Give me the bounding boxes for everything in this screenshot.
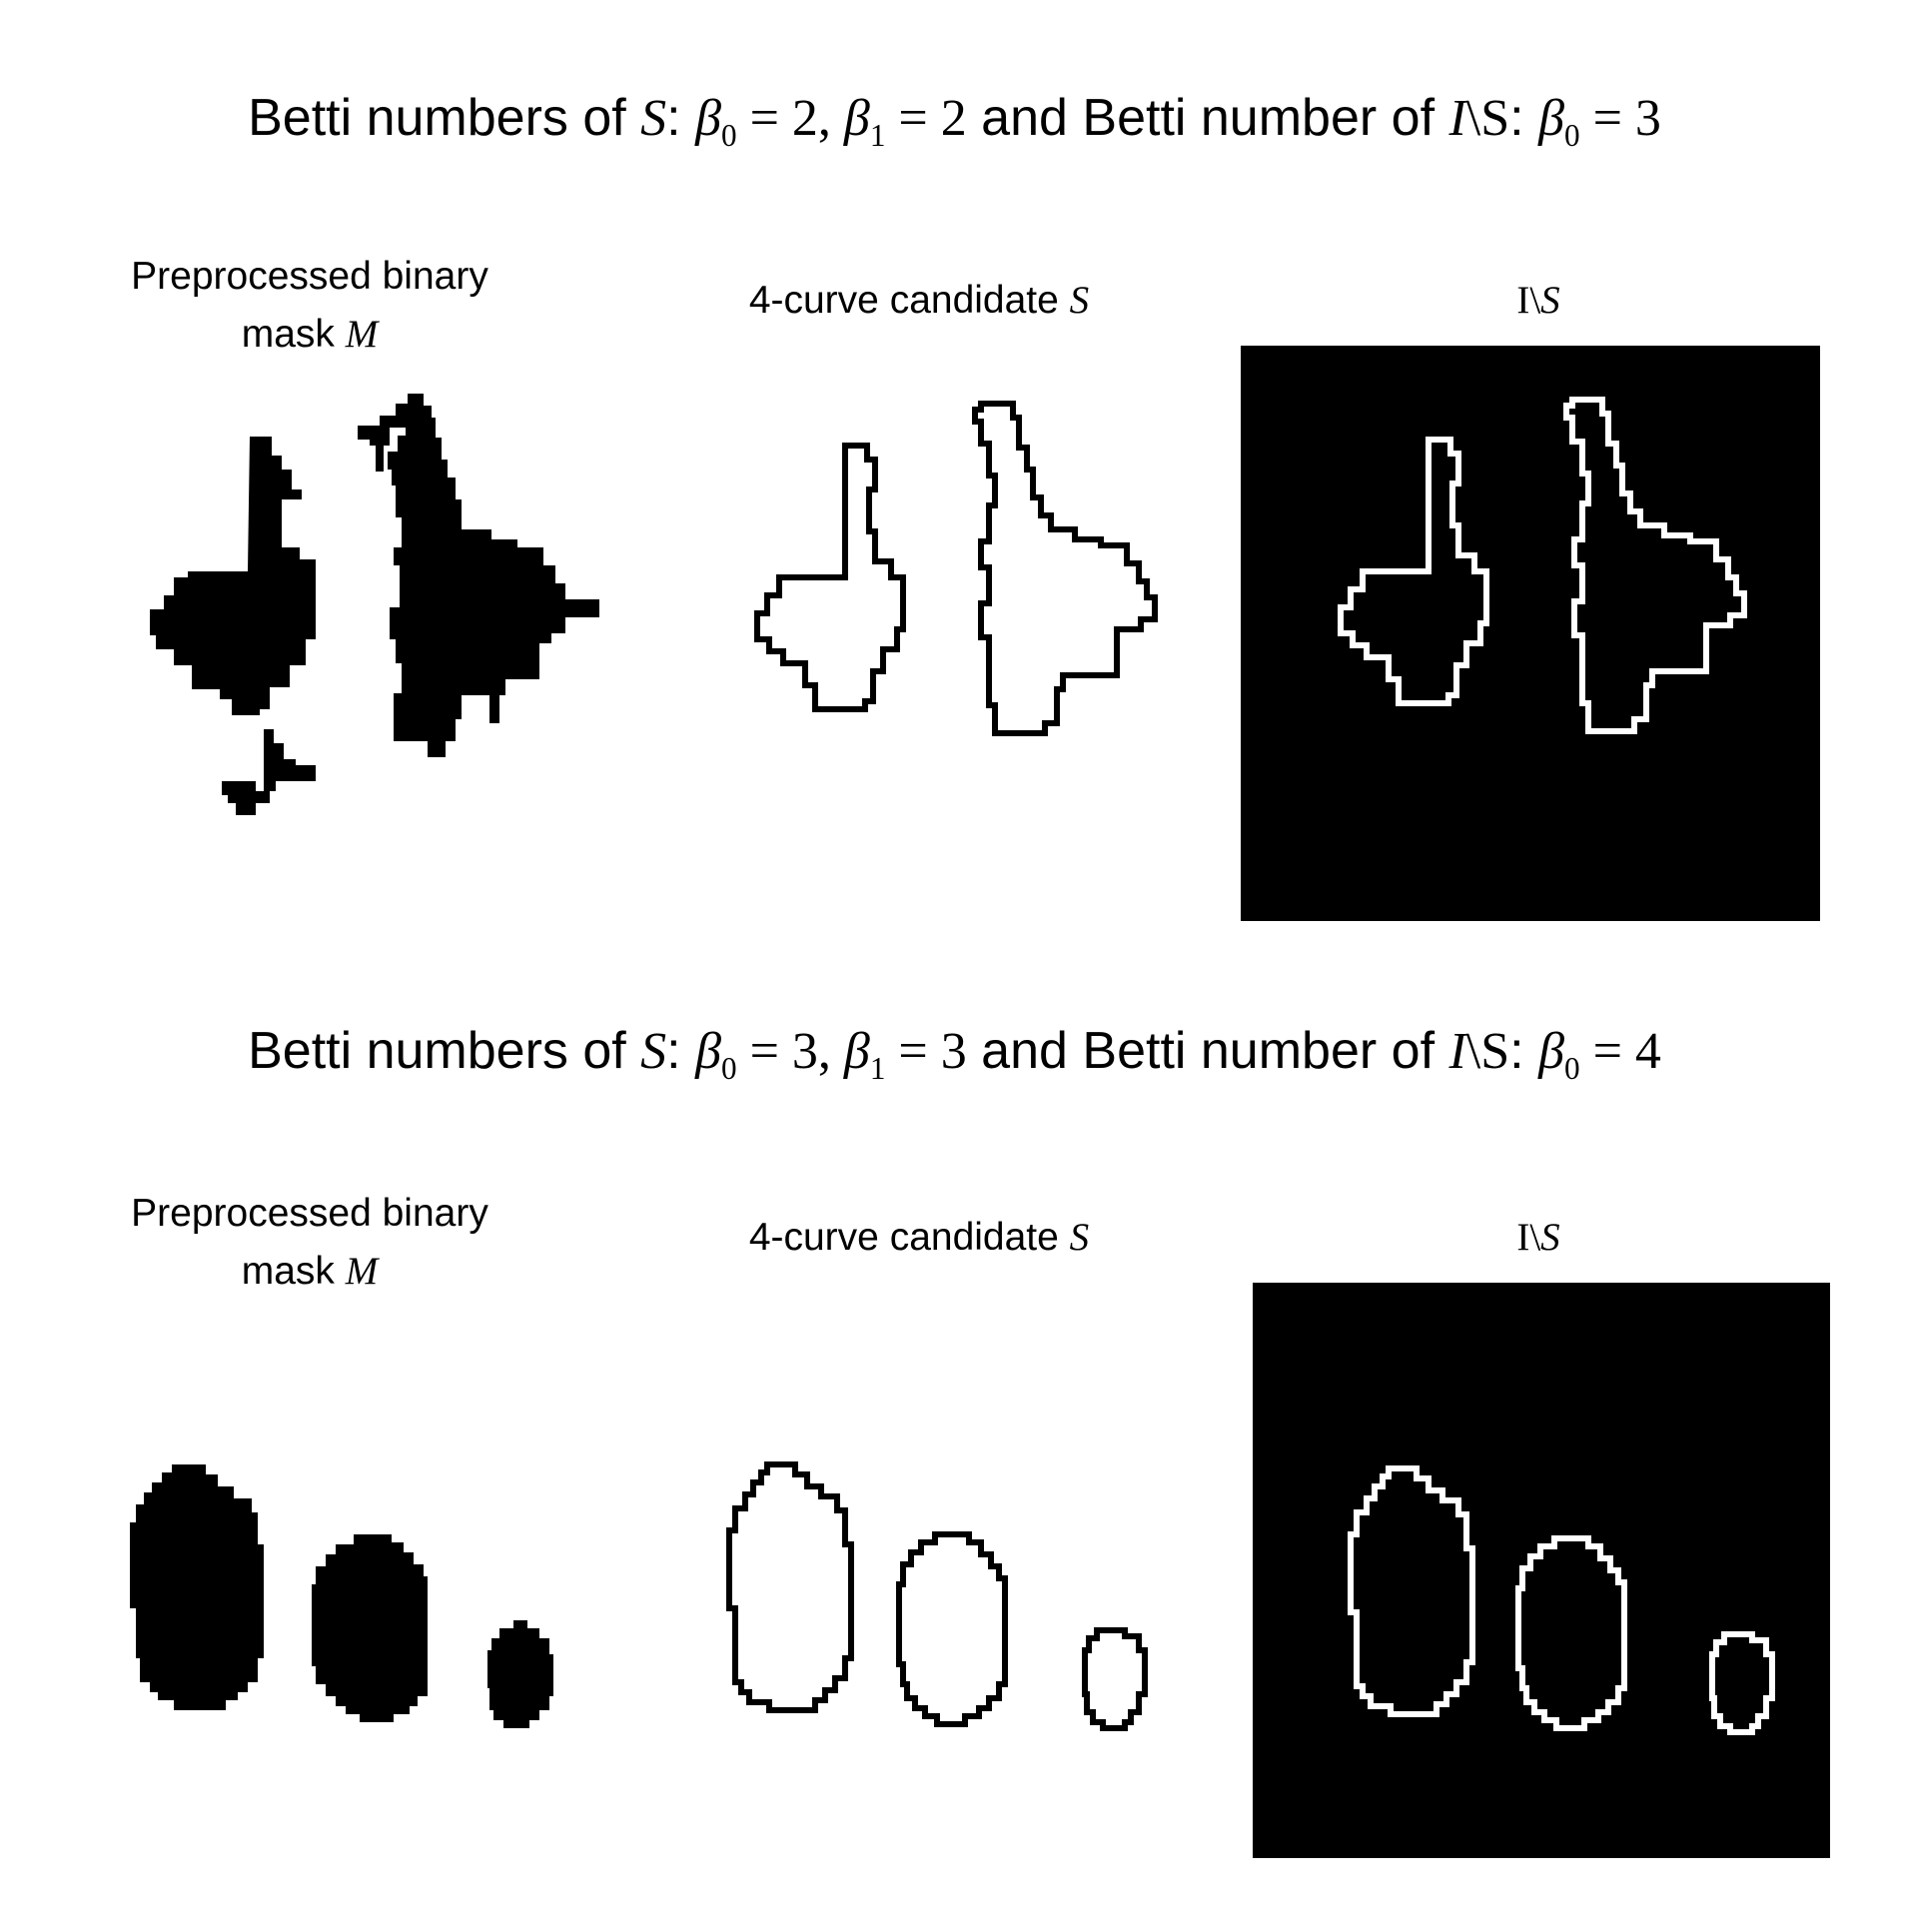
beta-value: = 3 <box>885 1023 967 1080</box>
beta-subscript: 1 <box>869 117 886 153</box>
image-symbol: I <box>1448 1023 1466 1080</box>
caption-line: 4-curve candidate <box>748 279 1070 322</box>
set-symbol: S <box>1540 1216 1560 1259</box>
heading-text: and Betti number of <box>966 89 1449 147</box>
beta-value: = 2 <box>885 90 967 147</box>
complement-loop-large <box>1351 1468 1472 1714</box>
set-symbol: S <box>1069 1216 1090 1259</box>
heading-colon: : <box>666 1022 696 1080</box>
beta-symbol: β <box>695 90 721 147</box>
heading-text: and Betti number of <box>966 1022 1449 1080</box>
heading-colon: : <box>1509 1022 1539 1080</box>
complement-loop-small <box>1712 1634 1772 1732</box>
set-symbol: S <box>1069 279 1090 322</box>
beta-subscript: 0 <box>1563 117 1580 153</box>
caption-line: Preprocessed binary <box>131 255 488 298</box>
beta-subscript: 0 <box>1563 1050 1580 1086</box>
complement-symbol: I\ <box>1516 1216 1541 1259</box>
mask-symbol: M <box>345 313 379 356</box>
caption-line: mask <box>241 1250 346 1293</box>
caption-line: Preprocessed binary <box>131 1192 488 1235</box>
heading-colon: : <box>666 89 696 147</box>
set-symbol: S <box>640 90 667 147</box>
beta-value: = 3, <box>736 1023 844 1080</box>
complement-symbol: I\ <box>1516 279 1541 322</box>
caption-line: mask <box>241 313 346 356</box>
image-symbol: I <box>1448 90 1466 147</box>
beta-subscript: 1 <box>869 1050 886 1086</box>
set-symbol: S <box>1540 279 1560 322</box>
beta-subscript: 0 <box>720 117 737 153</box>
beta-symbol: β <box>1538 1023 1564 1080</box>
beta-symbol: β <box>695 1023 721 1080</box>
beta-subscript: 0 <box>720 1050 737 1086</box>
mask-symbol: M <box>345 1250 379 1293</box>
beta-value: = 4 <box>1579 1023 1661 1080</box>
beta-symbol: β <box>843 90 870 147</box>
beta-value: = 3 <box>1579 90 1661 147</box>
caption-line: 4-curve candidate <box>748 1216 1070 1259</box>
beta-symbol: β <box>1538 90 1564 147</box>
complement-symbol: \S <box>1465 1023 1510 1080</box>
heading-text: Betti numbers of <box>248 89 641 147</box>
complement-symbol: \S <box>1465 90 1510 147</box>
complement-loop-medium <box>1518 1538 1624 1728</box>
beta-value: = 2, <box>736 90 844 147</box>
heading-colon: : <box>1509 89 1539 147</box>
set-symbol: S <box>640 1023 667 1080</box>
heading-text: Betti numbers of <box>248 1022 641 1080</box>
beta-symbol: β <box>843 1023 870 1080</box>
